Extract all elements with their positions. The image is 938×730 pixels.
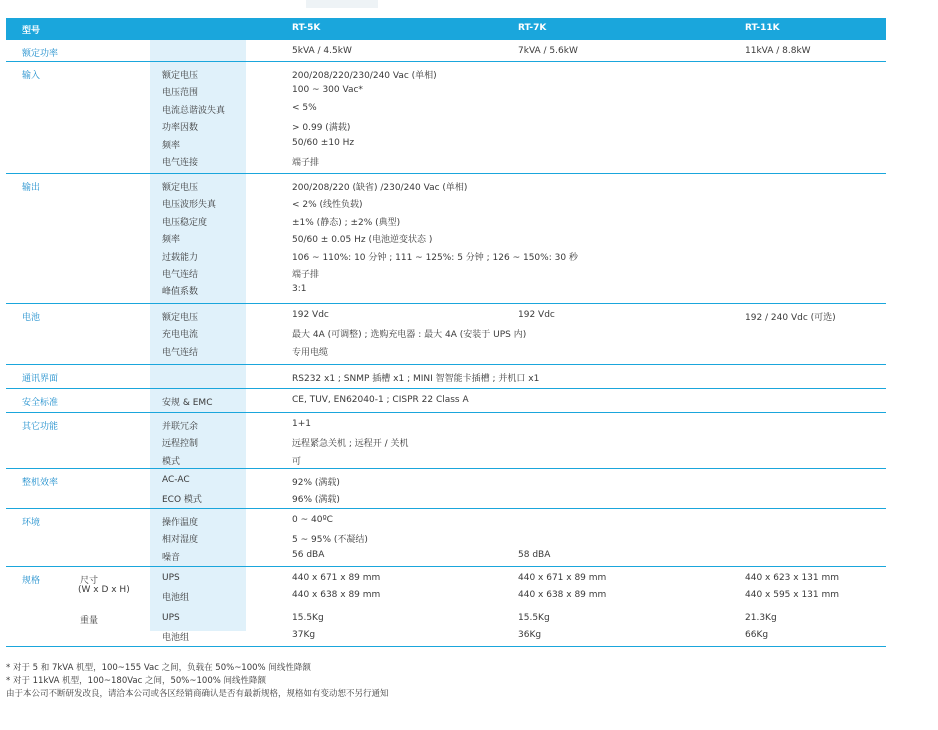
row-label: 峰值系数 — [162, 287, 199, 298]
row-label: 电池组 — [162, 593, 190, 604]
row-label: 频率 — [162, 235, 181, 246]
row-value: 21.3Kg — [745, 613, 777, 623]
spec-section — [6, 389, 886, 413]
row-value: 5 ~ 95% (不凝结) — [292, 535, 368, 546]
row-label: 频率 — [162, 140, 181, 151]
row-label: AC-AC — [162, 475, 190, 485]
header-col-rt11k: RT-11K — [745, 23, 780, 33]
row-label: 电压范围 — [162, 88, 199, 99]
section-category: 规格 — [22, 576, 41, 586]
section-category: 其它功能 — [22, 422, 59, 432]
spec-section — [6, 509, 886, 567]
row-value: < 2% (线性负载) — [292, 200, 363, 211]
row-value: 端子排 — [292, 158, 320, 168]
section-category: 通讯界面 — [22, 374, 59, 384]
spec-section — [6, 40, 886, 62]
row-value: 专用电缆 — [292, 347, 329, 358]
row-value: 58 dBA — [518, 549, 551, 560]
row-value: 66Kg — [745, 630, 769, 641]
spec-section — [6, 567, 886, 607]
row-value: 50/60 ± 0.05 Hz (电池逆变状态 ) — [292, 235, 433, 246]
row-label: 模式 — [162, 456, 181, 467]
row-value: 15.5Kg — [518, 613, 550, 623]
page-tab-decoration — [306, 0, 378, 8]
section-category: 输出 — [22, 183, 41, 193]
spec-section — [6, 365, 886, 389]
row-value: 440 x 638 x 89 mm — [518, 590, 607, 601]
row-value: 440 x 671 x 89 mm — [292, 573, 381, 583]
row-value: 440 x 671 x 89 mm — [518, 573, 607, 583]
row-value: 可 — [292, 456, 302, 467]
row-value: 100 ~ 300 Vac* — [292, 85, 363, 96]
row-value: 端子排 — [292, 270, 320, 280]
row-value: CE, TUV, EN62040-1 ; CISPR 22 Class A — [292, 395, 469, 405]
row-value: 192 Vdc — [518, 310, 555, 320]
row-label: 安规 & EMC — [162, 398, 213, 408]
header-col-rt7k: RT-7K — [518, 23, 547, 33]
row-label: 电压波形失真 — [162, 200, 217, 211]
row-value: 1+1 — [292, 419, 311, 429]
row-value: 106 ~ 110%: 10 分钟 ; 111 ~ 125%: 5 分钟 ; 126 ~ 150%: 30 秒 — [292, 252, 578, 263]
row-value: 3:1 — [292, 284, 307, 295]
row-value: 36Kg — [518, 630, 542, 641]
row-label: 电池组 — [162, 633, 190, 644]
section-divider — [6, 646, 886, 647]
row-label: UPS — [162, 613, 180, 623]
row-value: 0 ~ 40ºC — [292, 515, 333, 525]
footnote-line: 由于本公司不断研发改良，请洽本公司或各区经销商确认是否有最新规格，规格如有变动恕不另行通知 — [6, 689, 389, 699]
spec-section — [6, 62, 886, 174]
footnote-line: * 对于 11kVA 机型，100~180Vac 之间，50%~100% 间线性降额 — [6, 676, 267, 686]
section-category: 输入 — [22, 71, 41, 81]
section-subcategory: 重量 — [80, 616, 99, 626]
row-label: 远程控制 — [162, 439, 199, 450]
row-label: 并联冗余 — [162, 422, 199, 432]
row-label: 电气连接 — [162, 158, 199, 168]
row-value: 50/60 ±10 Hz — [292, 137, 355, 148]
row-label: UPS — [162, 573, 180, 583]
row-value: 96% (满载) — [292, 495, 340, 506]
section-category: 安全标准 — [22, 398, 59, 408]
spec-table-header — [6, 18, 886, 40]
header-col-rt5k: RT-5K — [292, 23, 321, 33]
row-label: 额定电压 — [162, 313, 199, 323]
section-category: 电池 — [22, 313, 41, 323]
footnote-line: * 对于 5 和 7kVA 机型，100~155 Vac 之间，负载在 50%~100% 间线性降额 — [6, 663, 311, 673]
row-value: ±1% (静态) ; ±2% (典型) — [292, 217, 401, 228]
spec-section — [6, 174, 886, 304]
section-subcategory: 尺寸 — [80, 576, 99, 586]
row-value: 15.5Kg — [292, 613, 324, 623]
row-value: RS232 x1 ; SNMP 插槽 x1 ; MINI 智智能卡插槽 ; 并机口 x1 — [292, 374, 540, 384]
spec-section — [6, 607, 886, 647]
header-model-label: 型号 — [22, 26, 41, 36]
row-label: 额定电压 — [162, 71, 199, 81]
row-value: 192 / 240 Vdc (可选) — [745, 313, 836, 323]
row-label: 充电电流 — [162, 330, 199, 341]
row-label: 过载能力 — [162, 252, 199, 263]
row-value: 440 x 638 x 89 mm — [292, 590, 381, 601]
section-category: 额定功率 — [22, 49, 59, 59]
row-value: 11kVA / 8.8kW — [745, 46, 811, 56]
row-label: 额定电压 — [162, 183, 199, 193]
row-value: < 5% — [292, 102, 317, 113]
section-subcategory: (W x D x H) — [78, 585, 130, 595]
row-value: 440 x 595 x 131 mm — [745, 590, 840, 601]
row-value: 200/208/220 (缺省) /230/240 Vac (单相) — [292, 183, 468, 193]
row-label: 电气连结 — [162, 270, 199, 280]
row-value: 5kVA / 4.5kW — [292, 46, 352, 56]
section-category: 整机效率 — [22, 478, 59, 488]
row-label: 噪音 — [162, 552, 181, 563]
spec-section — [6, 304, 886, 365]
row-value: 37Kg — [292, 630, 316, 641]
row-label: 功率因数 — [162, 123, 199, 134]
row-value: 7kVA / 5.6kW — [518, 46, 578, 56]
row-label: 操作温度 — [162, 518, 199, 528]
section-category: 环境 — [22, 518, 41, 528]
spec-section — [6, 469, 886, 509]
row-label: ECO 模式 — [162, 495, 202, 506]
row-label: 相对湿度 — [162, 535, 199, 546]
row-label: 电气连结 — [162, 347, 199, 358]
row-label: 电压稳定度 — [162, 217, 208, 228]
row-value: 56 dBA — [292, 549, 325, 560]
row-value: 最大 4A (可调整) ; 选购充电器 : 最大 4A (安装于 UPS 内) — [292, 330, 527, 341]
row-value: 192 Vdc — [292, 310, 329, 320]
spec-section — [6, 413, 886, 469]
row-value: > 0.99 (满载) — [292, 123, 351, 134]
row-label: 电流总谐波失真 — [162, 105, 226, 116]
row-value: 92% (满载) — [292, 478, 340, 488]
row-value: 200/208/220/230/240 Vac (单相) — [292, 71, 437, 81]
row-value: 440 x 623 x 131 mm — [745, 573, 840, 583]
row-value: 远程紧急关机 ; 远程开 / 关机 — [292, 439, 409, 450]
